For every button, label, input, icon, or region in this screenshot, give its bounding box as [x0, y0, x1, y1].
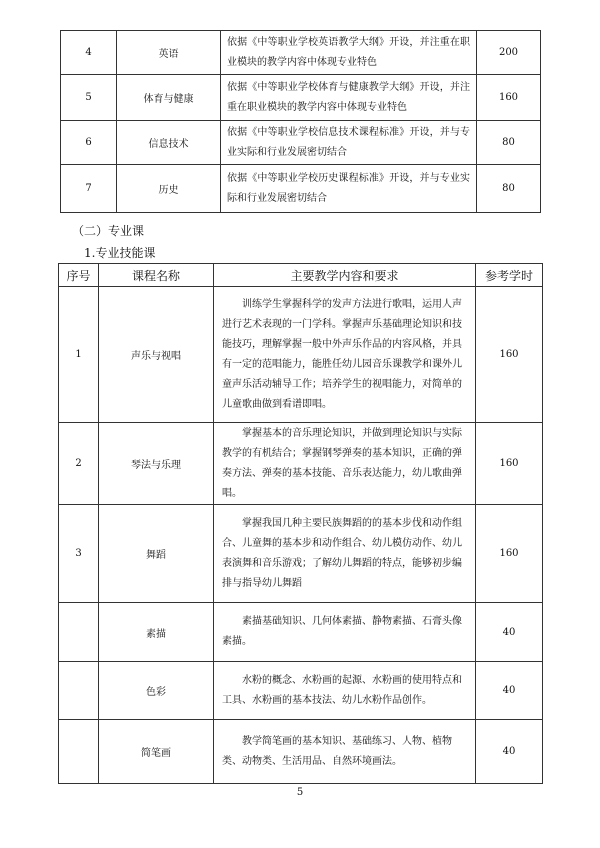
course-hours: 160 [476, 505, 543, 603]
course-content [214, 423, 476, 505]
table-row [59, 505, 543, 603]
course-number: 1 [59, 287, 99, 423]
table-row [61, 75, 541, 121]
course-number: 6 [61, 121, 117, 165]
course-name: 色彩 [99, 662, 214, 720]
table-row [61, 165, 541, 213]
page-number: 5 [296, 787, 304, 798]
header-content: 主要教学内容和要求 [214, 264, 476, 287]
course-name: 声乐与视唱 [99, 287, 214, 423]
course-number: 2 [59, 423, 99, 505]
course-content-text: 素描基础知识、几何体素描、静物素描、石膏头像素描。 [222, 616, 462, 647]
course-hours: 80 [477, 165, 541, 213]
course-hours: 160 [476, 287, 543, 423]
course-number: 3 [59, 505, 99, 603]
table-row [59, 287, 543, 423]
course-number [59, 662, 99, 720]
course-hours: 40 [476, 720, 543, 784]
table-row [59, 662, 543, 720]
table-row [61, 121, 541, 165]
table-row [59, 423, 543, 505]
course-number [59, 603, 99, 662]
course-content [221, 121, 477, 165]
course-content-text: 依据《中等职业学校体育与健康教学大纲》开设，并注重在职业模块的教学内容中体现专业特色 [227, 81, 470, 113]
course-number: 5 [61, 75, 117, 121]
course-content-text: 掌握基本的音乐理论知识，并做到理论知识与实际教学的有机结合；掌握钢琴弹奏的基本知识，正确的弹奏方法、弹奏的基本技能、音乐表达能力，幼儿歌曲弹唱。 [222, 427, 462, 499]
course-name: 英语 [117, 31, 221, 75]
course-name: 体育与健康 [117, 75, 221, 121]
course-hours: 160 [477, 75, 541, 121]
course-name: 素描 [99, 603, 214, 662]
course-hours: 200 [477, 31, 541, 75]
course-content [214, 287, 476, 423]
course-name: 舞蹈 [99, 505, 214, 603]
course-content-text: 依据《中等职业学校历史课程标准》开设，并与专业实际和行业发展密切结合 [227, 172, 470, 204]
section-heading: （二）专业课 [72, 224, 145, 238]
course-content [221, 165, 477, 213]
course-content [221, 75, 477, 121]
course-content-text: 依据《中等职业学校信息技术课程标准》开设，并与专业实际和行业发展密切结合 [227, 126, 470, 158]
general-courses-table-continued [60, 30, 541, 213]
sub-heading: 1.专业技能课 [84, 246, 156, 260]
table-row [59, 603, 543, 662]
header-number: 序号 [59, 264, 99, 287]
course-content-text: 教学简笔画的基本知识、基础练习、人物、植物类、动物类、生活用品、自然环境画法。 [222, 735, 452, 767]
course-name: 历史 [117, 165, 221, 213]
course-hours: 40 [476, 662, 543, 720]
header-course-name: 课程名称 [99, 264, 214, 287]
course-number: 4 [61, 31, 117, 75]
course-content-text: 掌握我国几种主要民族舞蹈的的基本步伐和动作组合、儿童舞的基本步和动作组合、幼儿模仿动作、幼儿表演舞和音乐游戏；了解幼儿舞蹈的特点，能够初步编排与指导幼儿舞蹈 [222, 517, 462, 589]
table-row [59, 720, 543, 784]
course-name: 琴法与乐理 [99, 423, 214, 505]
course-content [214, 505, 476, 603]
course-content [214, 603, 476, 662]
professional-skills-table [58, 263, 543, 784]
course-content-text: 依据《中等职业学校英语教学大纲》开设，并注重在职业模块的教学内容中体现专业特色 [227, 36, 470, 68]
course-hours: 80 [477, 121, 541, 165]
course-content [214, 662, 476, 720]
course-content [221, 31, 477, 75]
course-name: 信息技术 [117, 121, 221, 165]
course-hours: 160 [476, 423, 543, 505]
course-number: 7 [61, 165, 117, 213]
course-hours: 40 [476, 603, 543, 662]
course-number [59, 720, 99, 784]
table-header-row [59, 264, 543, 287]
course-name: 简笔画 [99, 720, 214, 784]
course-content-text: 训练学生掌握科学的发声方法进行歌唱，运用人声进行艺术表现的一门学科。掌握声乐基础理论知识和技能技巧，理解掌握一般中外声乐作品的内容风格，并具有一定的范唱能力，能胜任幼儿园音乐课教学和课外儿童声乐活动辅导工作；培养学生的视唱能力，对简单的儿童歌曲做到看谱即唱。 [222, 298, 462, 410]
course-content-text: 水粉的概念、水粉画的起源、水粉画的使用特点和工具、水粉画的基本技法、幼儿水粉作品创作。 [222, 674, 462, 706]
header-hours: 参考学时 [476, 264, 543, 287]
table-row [61, 31, 541, 75]
course-content [214, 720, 476, 784]
